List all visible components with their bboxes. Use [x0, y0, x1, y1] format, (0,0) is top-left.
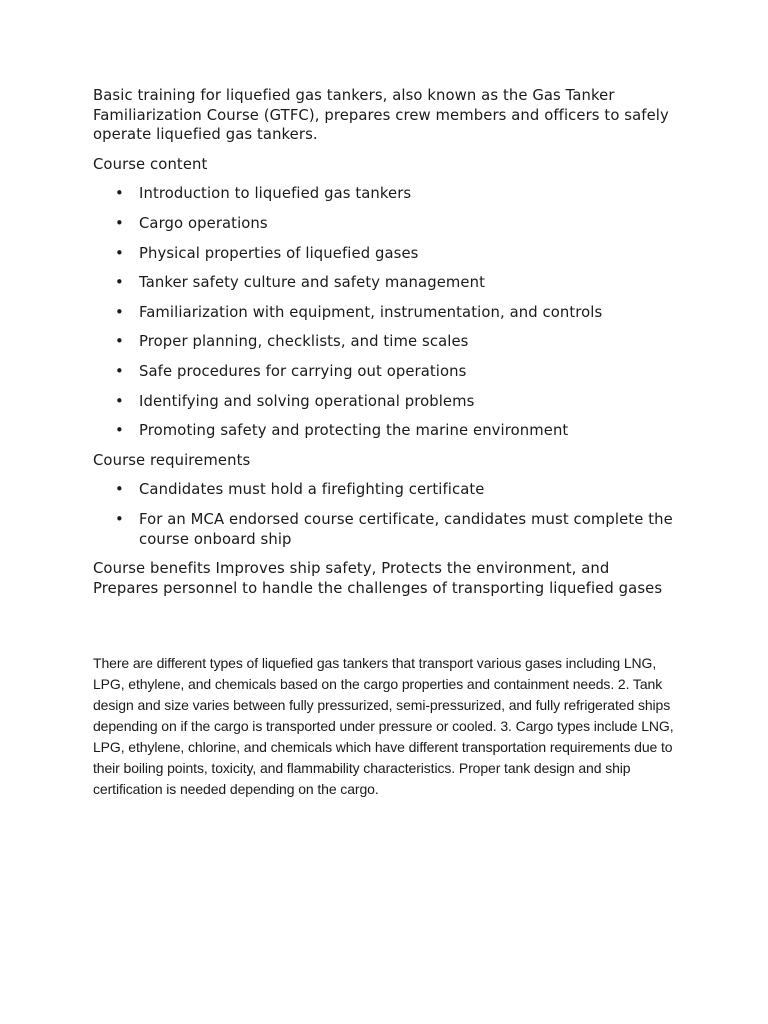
bullet-icon: •: [115, 422, 124, 440]
bullet-icon: •: [115, 392, 124, 410]
bullet-icon: •: [115, 274, 124, 292]
bullet-icon: •: [115, 185, 124, 203]
bullet-icon: •: [115, 303, 124, 321]
list-item-text: Introduction to liquefied gas tankers: [139, 185, 412, 203]
list-item: [93, 510, 678, 549]
list-item: [93, 303, 678, 323]
list-item-text: Identifying and solving operational problems: [139, 392, 475, 410]
list-item-text: Safe procedures for carrying out operations: [139, 362, 467, 380]
list-item-text: Physical properties of liquefied gases: [139, 244, 419, 262]
course-content-heading: Course content: [93, 155, 208, 173]
course-requirements-heading: Course requirements: [93, 451, 251, 469]
list-item-text: Promoting safety and protecting the marine environment: [139, 422, 569, 440]
list-item-text: Cargo operations: [139, 214, 268, 232]
list-item: [93, 392, 678, 412]
course-benefits-paragraph: Course benefits Improves ship safety, Protects the environment, and Prepares personnel to handle the challenges of transporting liquefied gases: [93, 560, 663, 597]
bullet-icon: •: [115, 510, 124, 528]
document-body: [93, 86, 678, 598]
list-item: [93, 332, 678, 352]
list-item: [93, 214, 678, 234]
list-item: [93, 273, 678, 293]
course-requirements-list: [93, 480, 678, 549]
list-item: [93, 480, 678, 500]
list-item: [93, 421, 678, 441]
course-content-list: [93, 184, 678, 440]
list-item-text: Proper planning, checklists, and time scales: [139, 333, 469, 351]
list-item: [93, 184, 678, 204]
list-item: [93, 362, 678, 382]
bullet-icon: •: [115, 244, 124, 262]
list-item-text: Candidates must hold a firefighting certificate: [139, 481, 485, 499]
bullet-icon: •: [115, 333, 124, 351]
tanker-types-paragraph: There are different types of liquefied gas tankers that transport various gases including LNG, LPG, ethylene, and chemicals based on the cargo properties and containment needs. 2. Tank design and size varies between fully pressurized, semi-pressurized, and fully refrigerated ships depending on if the cargo is transported under pressure or cooled. 3. Cargo types include LNG, LPG, ethylene, chlorine, and chemicals which have different transportation requirements due to their boiling points, toxicity, and flammability characteristics. Proper tank design and ship certification is needed depending on the cargo.: [93, 655, 674, 797]
bullet-icon: •: [115, 214, 124, 232]
list-item-text: Tanker safety culture and safety management: [139, 274, 485, 292]
bullet-icon: •: [115, 481, 124, 499]
bullet-icon: •: [115, 362, 124, 380]
list-item-text: Familiarization with equipment, instrumentation, and controls: [139, 303, 603, 321]
intro-paragraph: Basic training for liquefied gas tankers, also known as the Gas Tanker Familiarization Course (GTFC), prepares crew members and officers to safely operate liquefied gas tankers.: [93, 87, 669, 144]
list-item-text: For an MCA endorsed course certificate, candidates must complete the course onboard ship: [139, 510, 673, 548]
list-item: [93, 244, 678, 264]
